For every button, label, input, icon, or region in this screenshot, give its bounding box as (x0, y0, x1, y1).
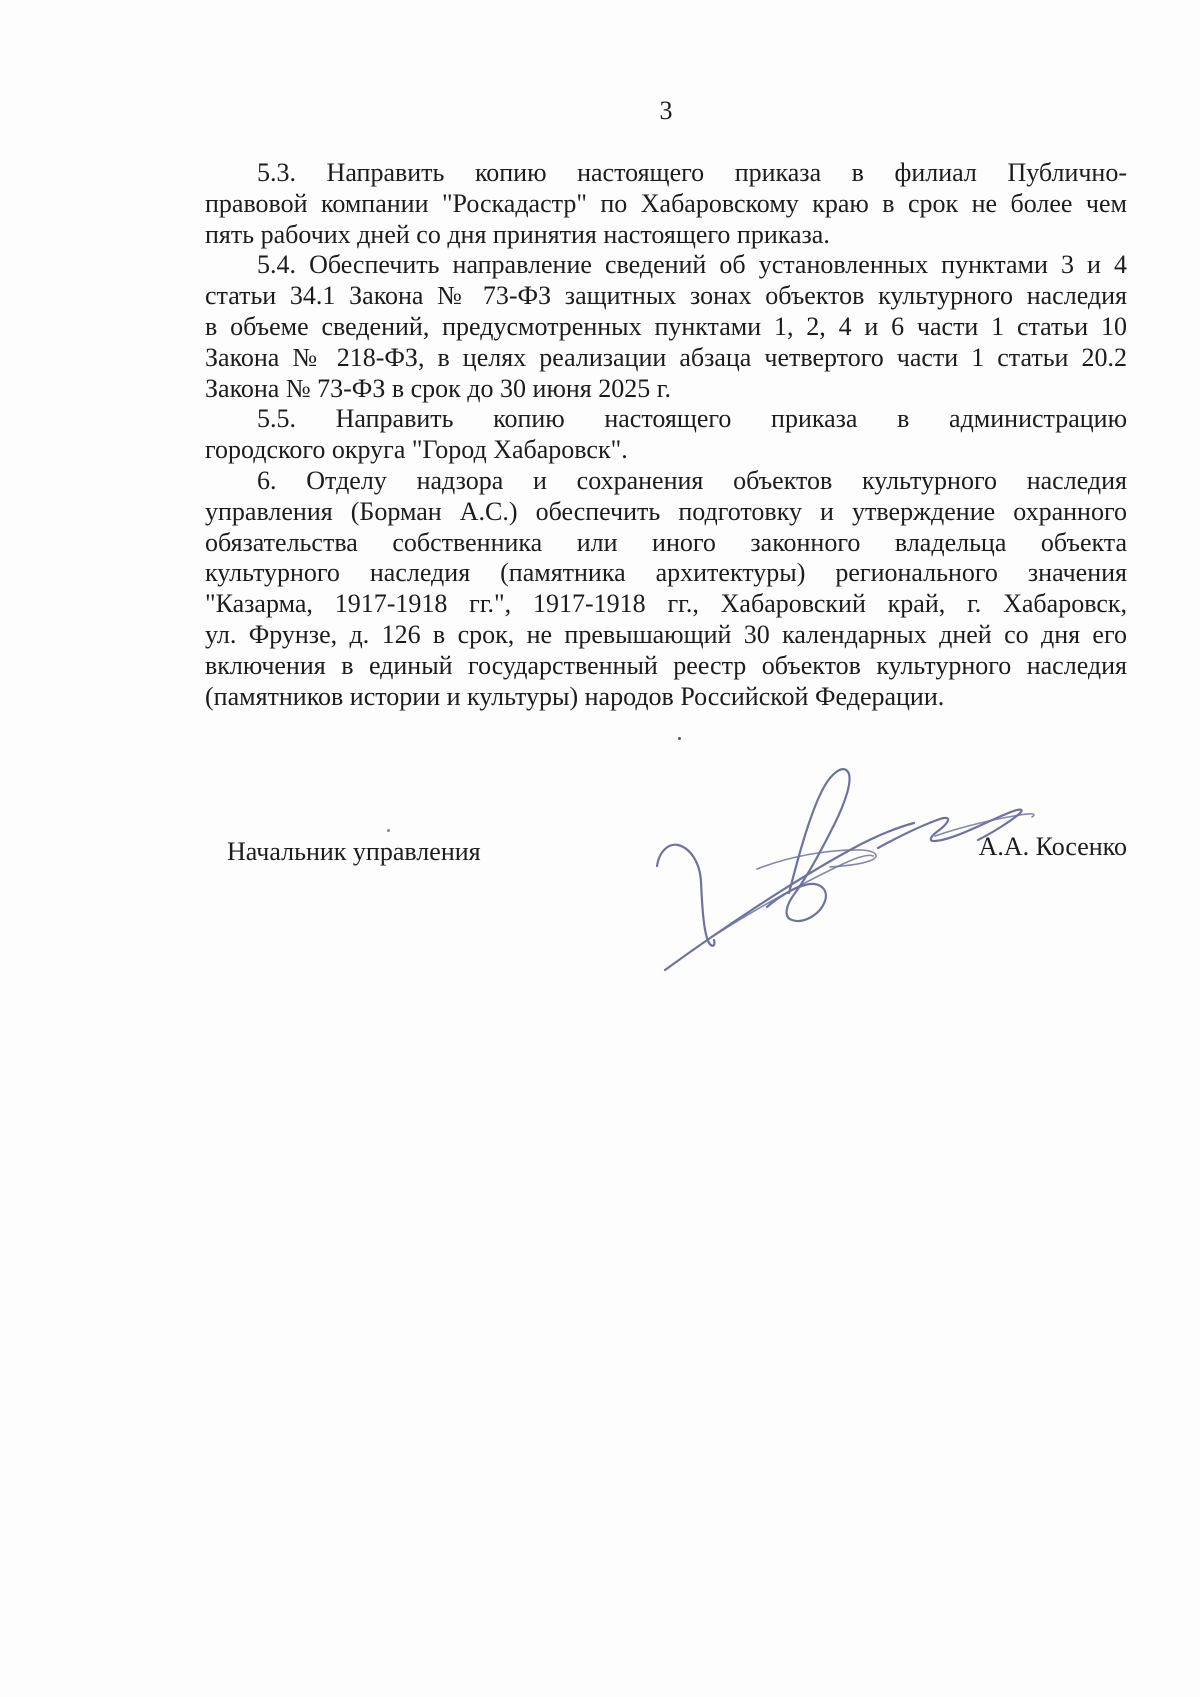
paragraph (205, 404, 1127, 466)
text-line: 5.4. Обеспечить направление сведений об установленных пунктами 3 и 4 (257, 250, 1127, 280)
document-body (205, 158, 1127, 712)
text-line: пять рабочих дней со дня принятия настоящего приказа. (205, 219, 830, 249)
text-line: "Казарма, 1917-1918 гг.", 1917-1918 гг., Хабаровский край, г. Хабаровск, (205, 589, 1127, 619)
text-line: ул. Фрунзе, д. 126 в срок, не превышающий 30 календарных дней со дня его (205, 619, 1127, 649)
paragraph (205, 250, 1127, 404)
text-line: Закона № 73-ФЗ в срок до 30 июня 2025 г. (205, 373, 671, 403)
text-line: включения в единый государственный реестр объектов культурного наследия (205, 650, 1127, 680)
text-line: статьи 34.1 Закона № 73-ФЗ защитных зонах объектов культурного наследия (205, 281, 1127, 311)
text-line: 6. Отделу надзора и сохранения объектов культурного наследия (257, 465, 1127, 495)
text-line: в объеме сведений, предусмотренных пунктами 1, 2, 4 и 6 части 1 статьи 10 (205, 311, 1127, 341)
signer-position-title: Начальник управления (227, 837, 481, 866)
text-line: (памятников истории и культуры) народов Российской Федерации. (205, 681, 945, 711)
paragraph (205, 466, 1127, 712)
text-line: управления (Борман А.С.) обеспечить подготовку и утверждение охранного (205, 496, 1127, 526)
text-line: городского округа "Город Хабаровск". (205, 435, 628, 465)
signer-name: А.А. Косенко (978, 832, 1127, 861)
text-line: правовой компании "Роскадастр" по Хабаровскому краю в срок не более чем (205, 188, 1127, 218)
text-line: Закона № 218-ФЗ, в целях реализации абзаца четвертого части 1 статьи 20.2 (205, 342, 1127, 372)
text-line: 5.3. Направить копию настоящего приказа в филиал Публично- (257, 158, 1127, 187)
text-line: культурного наследия (памятника архитектуры) регионального значения (205, 558, 1127, 588)
paragraph (205, 158, 1127, 250)
text-line: 5.5. Направить копию настоящего приказа в администрацию (257, 404, 1127, 434)
page-number: 3 (659, 96, 673, 125)
text-line: обязательства собственника или иного законного владельца объекта (205, 527, 1127, 557)
